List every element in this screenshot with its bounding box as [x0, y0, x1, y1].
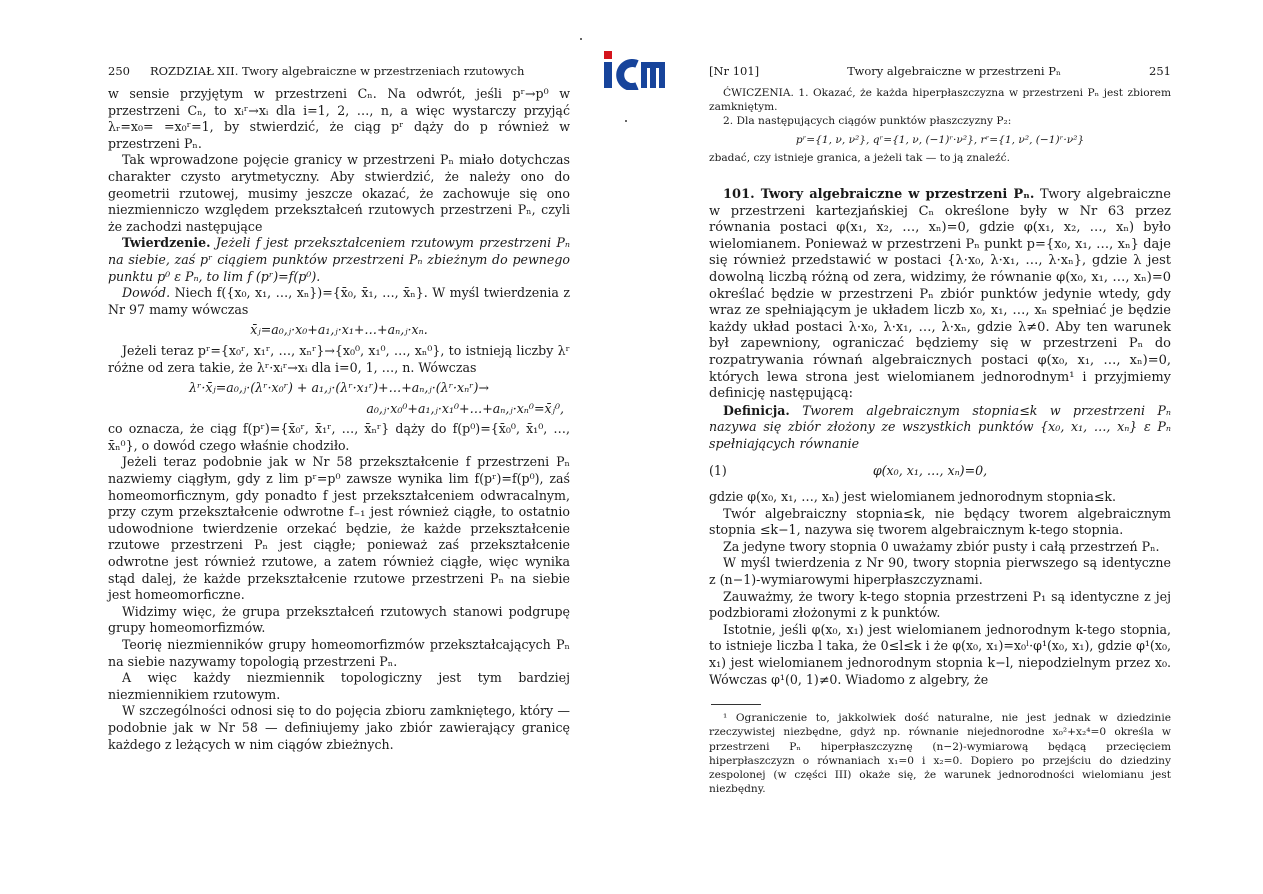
- section-text: Twory algebraiczne w przestrzeni kartezjańskiej Cₙ określone były w Nr 63 przez równania postaci φ(x₁, x₂, …, xₙ)=0, gdzie φ(x₁, x₂, …, xₙ) było wielomianem. Ponieważ w przestrzeni Pₙ punkt p={x₀, x₁, …, xₙ} daje się również przedstawić w postaci {λ·x₀, λ·x₁, …, λ·xₙ}, gdzie λ jest dowolną liczbą różną od zera, widzimy, że równanie φ(x₀, x₁, …, xₙ)=0 określać będzie w przestrzeni Pₙ zbiór punktów jedynie wtedy, gdy wraz ze spełniającym je układem liczb x₀, x₁, …, xₙ spełniać je będzie każdy układ postaci λ·x₀, λ·x₁, …, λ·xₙ, gdzie λ≠0. Aby ten warunek był zapewniony, ograniczać będziemy się w przestrzeni Pₙ do rozpatrywania równań algebraicznych postaci φ(x₀, x₁, …, xₙ)=0, których lewa strona jest wielomianem jednorodnym¹ i przyjmiemy definicję następującą:: [709, 187, 1171, 402]
- scan-speck: [580, 38, 582, 40]
- paragraph: Za jedyne twory stopnia 0 uważamy zbiór pusty i całą przestrzeń Pₙ.: [723, 538, 1160, 554]
- paragraph: W szczególności odnosi się to do pojęcia zbioru zamkniętego, który — podobnie jak w Nr 58 — definiujemy jako zbiór zawierający granicę każdego z leżących w nim ciągów zbieżnych.: [108, 703, 570, 752]
- equation: a₀,ⱼ·x₀⁰+a₁,ⱼ·x₁⁰+…+aₙ,ⱼ·xₙ⁰=x̄ⱼ⁰,: [366, 400, 564, 416]
- left-page: [0, 0, 600, 894]
- right-page: [636, 0, 1263, 894]
- paragraph: Widzimy więc, że grupa przekształceń rzutowych stanowi podgrupę grupy homeomorfizmów.: [108, 603, 570, 636]
- theorem-text: Jeżeli f jest przekształceniem rzutowym przestrzeni Pₙ na siebie, zaś pʳ ciągiem punktów przestrzeni Pₙ zbieżnym do pewnego punktu p⁰ ε Pₙ, to lim f (pʳ)=f(p⁰).: [108, 235, 571, 284]
- exercise: zbadać, czy istnieje granica, a jeżeli tak — to ją znaleźć.: [709, 151, 1010, 164]
- right-page-number: 251: [1149, 64, 1171, 78]
- definition-label: Definicja.: [723, 402, 790, 418]
- equation: φ(x₀, x₁, …, xₙ)=0,: [872, 462, 988, 478]
- scan-speck: [625, 120, 627, 122]
- exercise: 2. Dla następujących ciągów punktów płaszczyzny P₂:: [723, 115, 1012, 128]
- equation: x̄ⱼ=a₀,ⱼ·x₀+a₁,ⱼ·x₁+…+aₙ,ⱼ·xₙ.: [250, 322, 428, 338]
- equation: λʳ·x̄ⱼ=a₀,ⱼ·(λʳ·x₀ʳ) + a₁,ⱼ·(λʳ·x₁ʳ)+…+aₙ,ⱼ·(λʳ·xₙʳ)→: [188, 380, 490, 396]
- right-running-head: [709, 64, 1171, 86]
- definition-text: Tworem algebraicznym stopnia≤k w przestrzeni Pₙ nazywa się zbiór złożony ze wszystkich punktów {x₀, x₁, …, xₙ} ε Pₙ spełniających równanie: [709, 402, 1171, 451]
- exercises: [709, 86, 1171, 165]
- left-running-head: [108, 64, 570, 86]
- proof-text: Niech f({x₀, x₁, …, xₙ})={x̄₀, x̄₁, …, x̄ₙ}. W myśl twierdzenia z Nr 97 mamy wówczas: [108, 285, 570, 317]
- proof-label: Dowód.: [122, 285, 171, 301]
- proof: [108, 285, 570, 318]
- footnote-rule: [711, 704, 761, 705]
- paragraph: Istotnie, jeśli φ(x₀, x₁) jest wielomianem jednorodnym k-tego stopnia, to istnieje liczba l taka, że 0≤l≤k i że φ(x₀, x₁)=x₀ˡ·φ¹(x₀, x₁), gdzie φ¹(x₀, x₁) jest wielomianem jednorodnym stopnia k−l, niepodzielnym przez x₀. Wówczas φ¹(0, 1)≠0. Wiadomo z algebry, że: [709, 621, 1171, 687]
- section-ref: [Nr 101]: [709, 64, 760, 78]
- exercise: [709, 86, 1171, 114]
- footnote-text: ¹ Ograniczenie to, jakkolwiek dość naturalne, nie jest jednak w dziedzinie rzeczywistej niezbędne, gdyż np. równanie niejednorodne x₀²+x₂⁴=0 określa w przestrzeni Pₙ hiperpłaszczyznę (n−2)-wymiarową będącą przecięciem hiperpłaszczyzn o równaniach x₁=0 i x₂=0. Dopiero po przejściu do dziedziny zespolonej (w części III) okaże się, że warunek jednorodności wielomianu jest niezbędny.: [709, 712, 1171, 796]
- paragraph: Jeżeli teraz pʳ={x₀ʳ, x₁ʳ, …, xₙʳ}→{x₀⁰, x₁⁰, …, xₙ⁰}, to istnieją liczby λʳ różne od zera takie, że λʳ·xᵢʳ→xᵢ dla i=0, 1, …, n. Wówczas: [108, 342, 570, 375]
- paragraph: Twór algebraiczny stopnia≤k, nie będący tworem algebraicznym stopnia ≤k−1, nazywa się tworem algebraicznym k-tego stopnia.: [709, 505, 1171, 538]
- theorem: [108, 235, 570, 285]
- paragraph: Zauważmy, że twory k-tego stopnia przestrzeni P₁ są identyczne z jej podzbiorami złożonymi z k punktów.: [709, 588, 1171, 621]
- theorem-label: Twierdzenie.: [122, 235, 211, 251]
- equation-number: (1): [709, 462, 727, 478]
- paragraph: W myśl twierdzenia z Nr 90, twory stopnia pierwszego są identyczne z (n−1)-wymiarowymi hiperpłaszczyznami.: [709, 555, 1171, 588]
- paragraph: A więc każdy niezmiennik topologiczny jest tym bardziej niezmiennikiem rzutowym.: [108, 670, 570, 702]
- right-body: [709, 187, 1171, 688]
- exercise-equation: pʳ={1, ν, ν²}, qʳ={1, ν, (−1)ʳ·ν²}, rʳ={1, ν², (−1)ʳ·ν²}: [795, 133, 1085, 146]
- numbered-equation: [709, 463, 1171, 480]
- section: [709, 187, 1171, 403]
- definition: [709, 403, 1171, 453]
- exercise-text: 1. Okazać, że każda hiperpłaszczyzna w przestrzeni Pₙ jest zbiorem zamkniętym.: [709, 87, 1171, 114]
- paragraph: Tak wprowadzone pojęcie granicy w przestrzeni Pₙ miało dotychczas charakter czysto arytmetyczny. Aby stwierdzić, że należy ono do geometrii rzutowej, musimy jeszcze okazać, że zachowuje się ono niezmienniczo względem przekształceń rzutowych przestrzeni Pₙ, czyli że zachodzi następujące: [108, 152, 570, 234]
- paragraph: gdzie φ(x₀, x₁, …, xₙ) jest wielomianem jednorodnym stopnia≤k.: [709, 489, 1117, 505]
- right-running-title: Twory algebraiczne w przestrzeni Pₙ: [847, 64, 1061, 78]
- exercises-label: ĆWICZENIA.: [723, 87, 794, 99]
- left-body: [108, 86, 570, 753]
- left-page-number: 250: [108, 64, 130, 78]
- footnote: [709, 711, 1171, 796]
- section-title: 101. Twory algebraiczne w przestrzeni Pₙ.: [723, 187, 1035, 203]
- paragraph: Teorię niezmienników grupy homeomorfizmów przekształcających Pₙ na siebie nazywamy topologią przestrzeni Pₙ.: [108, 637, 570, 669]
- left-running-title: ROZDZIAŁ XII. Twory algebraiczne w przestrzeniach rzutowych: [149, 64, 525, 78]
- paragraph: Jeżeli teraz podobnie jak w Nr 58 przekształcenie f przestrzeni Pₙ nazwiemy ciągłym, gdy z lim pʳ=p⁰ zawsze wynika lim f(pʳ)=f(p⁰), zaś homeomorficznym, gdy ponadto f jest przekształceniem odwracalnym, przy czym przekształcenie odwrotne f₋₁ jest również ciągłe, to ostatnio udowodnione twierdzenie orzekać będzie, że każde przekształcenie rzutowe przestrzeni Pₙ jest ciągłe; ponieważ zaś przekształcenie odwrotne jest również rzutowe, a zatem również ciągłe, więc wynika stąd dalej, że każde przekształcenie rzutowe przestrzeni Pₙ na siebie jest homeomorficzne.: [108, 454, 570, 603]
- paragraph: w sensie przyjętym w przestrzeni Cₙ. Na odwrót, jeśli pʳ→p⁰ w przestrzeni Cₙ, to xᵢʳ→xᵢ dla i=1, 2, …, n, a więc wystarczy przyjąć λᵣ=x₀= =x₀ʳ=1, by stwierdzić, że ciąg pʳ dąży do p również w przestrzeni Pₙ.: [108, 86, 570, 151]
- paragraph: co oznacza, że ciąg f(pʳ)={x̄₀ʳ, x̄₁ʳ, …, x̄ₙʳ} dąży do f(p⁰)={x̄₀⁰, x̄₁⁰, …, x̄ₙ⁰}, o dowód czego właśnie chodziło.: [108, 421, 570, 453]
